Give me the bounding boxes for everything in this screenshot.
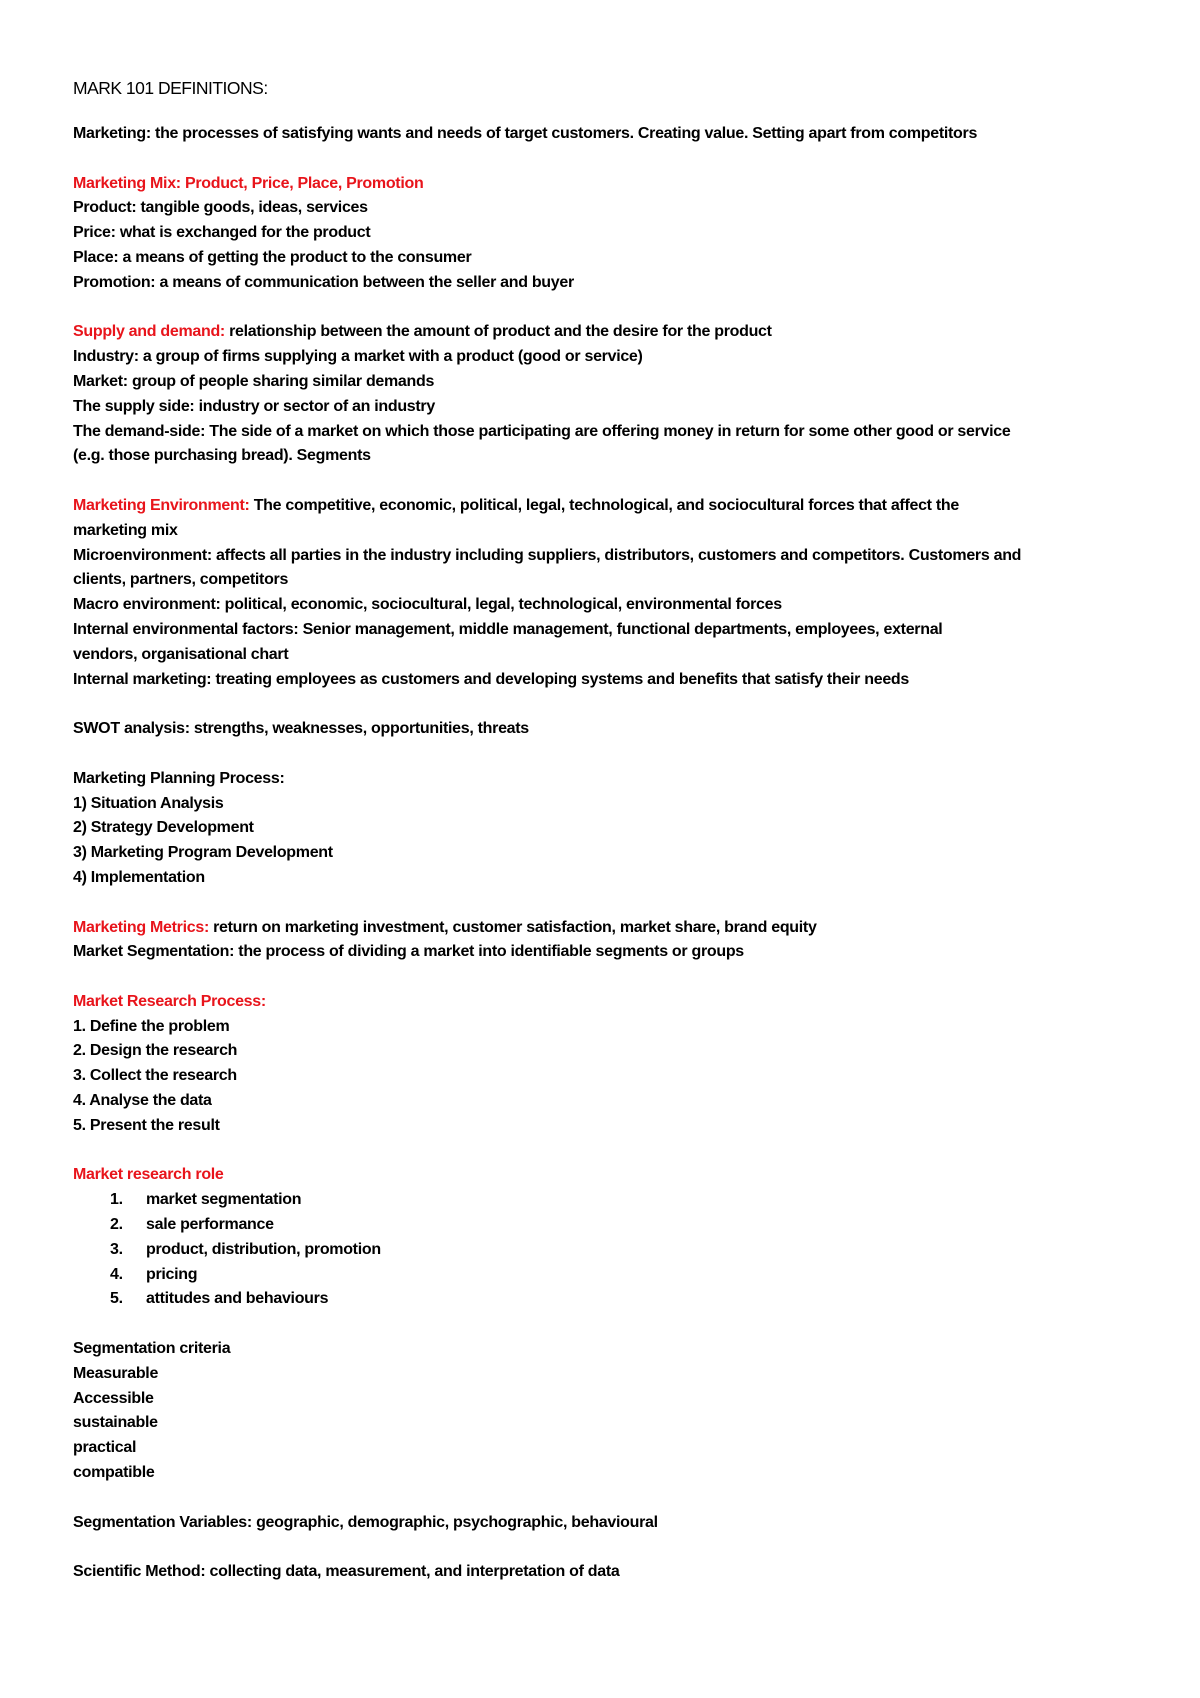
marketing-mix-place: Place: a means of getting the product to the consumer [73, 248, 472, 266]
metrics-definition [73, 916, 1153, 941]
research-process-step: 2. Design the research [73, 1042, 238, 1060]
macro-environment-definition: Macro environment: political, economic, sociocultural, legal, technological, environmental forces [73, 596, 782, 614]
internal-factors-definition: Internal environmental factors: Senior management, middle management, functional departments, employees, external [73, 620, 943, 638]
market-segmentation-definition: Market Segmentation: the process of dividing a market into identifiable segments or groups [73, 943, 744, 961]
list-item [73, 1213, 1153, 1238]
environment-heading: Marketing Environment: [73, 496, 250, 514]
spacer [73, 891, 1153, 916]
list-item-text: attitudes and behaviours [146, 1290, 329, 1308]
internal-marketing-definition: Internal marketing: treating employees as customers and developing systems and benefits that satisfy their needs [73, 670, 909, 688]
supply-demand-definition [73, 320, 1153, 345]
marketing-mix-heading: Marketing Mix: Product, Price, Place, Promotion [73, 174, 424, 192]
spacer [73, 692, 1153, 717]
spacer [73, 147, 1153, 172]
list-item-text: sale performance [146, 1216, 274, 1234]
list-item-text: market segmentation [146, 1191, 302, 1209]
research-process-step: 1. Define the problem [73, 1017, 230, 1035]
demand-side-definition-cont: (e.g. those purchasing bread). Segments [73, 447, 371, 465]
spacer [73, 965, 1153, 990]
segmentation-criterion: compatible [73, 1464, 155, 1482]
list-number: 5. [110, 1290, 123, 1308]
supply-demand-text: relationship between the amount of product and the desire for the product [224, 323, 772, 341]
demand-side-definition: The demand-side: The side of a market on which those participating are offering money in return for some other good or service [73, 422, 1011, 440]
marketing-mix-price: Price: what is exchanged for the product [73, 224, 371, 242]
segmentation-criteria-heading: Segmentation criteria [73, 1340, 231, 1358]
microenvironment-definition-cont: clients, partners, competitors [73, 571, 289, 589]
segmentation-criterion: practical [73, 1439, 137, 1457]
spacer [73, 1486, 1153, 1511]
marketing-definition: Marketing: the processes of satisfying wants and needs of target customers. Creating value. Setting apart from competitors [73, 125, 978, 142]
segmentation-criterion: Accessible [73, 1389, 154, 1407]
list-item [73, 1188, 1153, 1213]
segmentation-variables-definition: Segmentation Variables: geographic, demographic, psychographic, behavioural [73, 1513, 658, 1531]
metrics-heading: Marketing Metrics: [73, 918, 209, 936]
internal-factors-definition-cont: vendors, organisational chart [73, 645, 289, 663]
market-definition: Market: group of people sharing similar demands [73, 372, 435, 390]
spacer [73, 1535, 1153, 1560]
list-number: 1. [110, 1191, 123, 1209]
research-process-step: 5. Present the result [73, 1116, 220, 1134]
spacer [73, 1139, 1153, 1164]
research-role-heading: Market research role [73, 1166, 224, 1184]
list-item [73, 1287, 1153, 1312]
marketing-mix-product: Product: tangible goods, ideas, services [73, 199, 368, 217]
document-title: MARK 101 DEFINITIONS: [73, 78, 268, 98]
supply-side-definition: The supply side: industry or sector of an industry [73, 397, 435, 415]
environment-definition [73, 494, 1153, 519]
list-number: 3. [110, 1240, 123, 1258]
list-item [73, 1263, 1153, 1288]
list-number: 2. [110, 1216, 123, 1234]
segmentation-criterion: Measurable [73, 1364, 159, 1382]
marketing-mix-promotion: Promotion: a means of communication between the seller and buyer [73, 273, 574, 291]
spacer [73, 469, 1153, 494]
microenvironment-definition: Microenvironment: affects all parties in the industry including suppliers, distributors, customers and competitors. Customers and [73, 546, 1022, 564]
document-page [73, 76, 1153, 1585]
environment-definition-cont: marketing mix [73, 521, 178, 539]
industry-definition: Industry: a group of firms supplying a market with a product (good or service) [73, 348, 643, 366]
supply-demand-heading: Supply and demand: [73, 323, 225, 341]
research-process-step: 4. Analyse the data [73, 1092, 212, 1110]
research-process-heading: Market Research Process: [73, 992, 266, 1010]
planning-step: 1) Situation Analysis [73, 794, 224, 812]
planning-heading: Marketing Planning Process: [73, 769, 285, 787]
list-item-text: product, distribution, promotion [146, 1240, 381, 1258]
scientific-method-definition: Scientific Method: collecting data, measurement, and interpretation of data [73, 1563, 620, 1581]
research-process-step: 3. Collect the research [73, 1067, 237, 1085]
segmentation-criterion: sustainable [73, 1414, 158, 1432]
swot-definition: SWOT analysis: strengths, weaknesses, opportunities, threats [73, 720, 529, 738]
research-role-list [73, 1188, 1153, 1312]
planning-step: 3) Marketing Program Development [73, 844, 333, 862]
planning-step: 4) Implementation [73, 868, 205, 886]
environment-text: The competitive, economic, political, legal, technological, and sociocultural forces that affect the [249, 496, 959, 514]
list-item [73, 1238, 1153, 1263]
list-number: 4. [110, 1265, 123, 1283]
metrics-text: return on marketing investment, customer satisfaction, market share, brand equity [208, 918, 817, 936]
spacer [73, 296, 1153, 321]
spacer [73, 1312, 1153, 1337]
planning-step: 2) Strategy Development [73, 819, 254, 837]
list-item-text: pricing [146, 1265, 198, 1283]
spacer [73, 742, 1153, 767]
